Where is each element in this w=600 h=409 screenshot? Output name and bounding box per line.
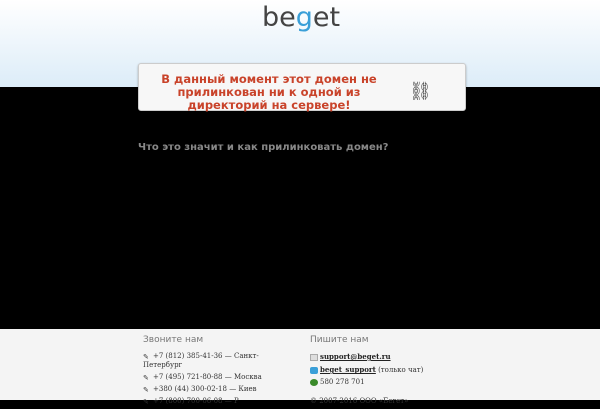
icq-icon <box>310 379 318 386</box>
phone-icon: ✎ <box>143 373 149 382</box>
phone-item: ✎ +7 (800) 700-06-08 — Р <box>143 397 239 406</box>
phone-item: ✎ +380 (44) 300-02-18 — Киев <box>143 385 257 394</box>
notice-box <box>138 63 466 111</box>
phone-icon: ✎ <box>143 385 149 394</box>
notice-message: В данный момент этот домен не прилинкован ни к одной из директорий на сервере! <box>161 72 377 112</box>
skype-icon <box>310 367 318 374</box>
beget-logo[interactable]: beget <box>262 2 341 33</box>
email-link[interactable]: support@beget.ru <box>320 352 391 361</box>
write-title: Пишите нам <box>310 335 369 345</box>
skype-link[interactable]: beget_support <box>320 365 376 374</box>
broken-chain-icon: ⛓ <box>409 81 432 102</box>
footer <box>0 329 600 406</box>
phone-icon: ✎ <box>143 397 149 406</box>
phone-item: ✎ +7 (495) 721-80-88 — Москва <box>143 373 262 382</box>
mail-icon <box>310 354 318 361</box>
phone-icon: ✎ <box>143 352 149 361</box>
write-section: Пишите нам support@beget.ru beget_support (только чат) 580 278 701 © 2007-2016 ООО «Бегет» <box>310 336 490 409</box>
phone-item: ✎ +7 (812) 385-41-36 — Санкт-Петербург <box>143 352 259 369</box>
copyright: © 2007-2016 ООО «Бегет» <box>310 397 409 405</box>
call-title: Звоните нам <box>143 335 204 345</box>
call-section <box>143 336 273 409</box>
help-link[interactable]: Что это значит и как прилинковать домен? <box>138 142 389 153</box>
